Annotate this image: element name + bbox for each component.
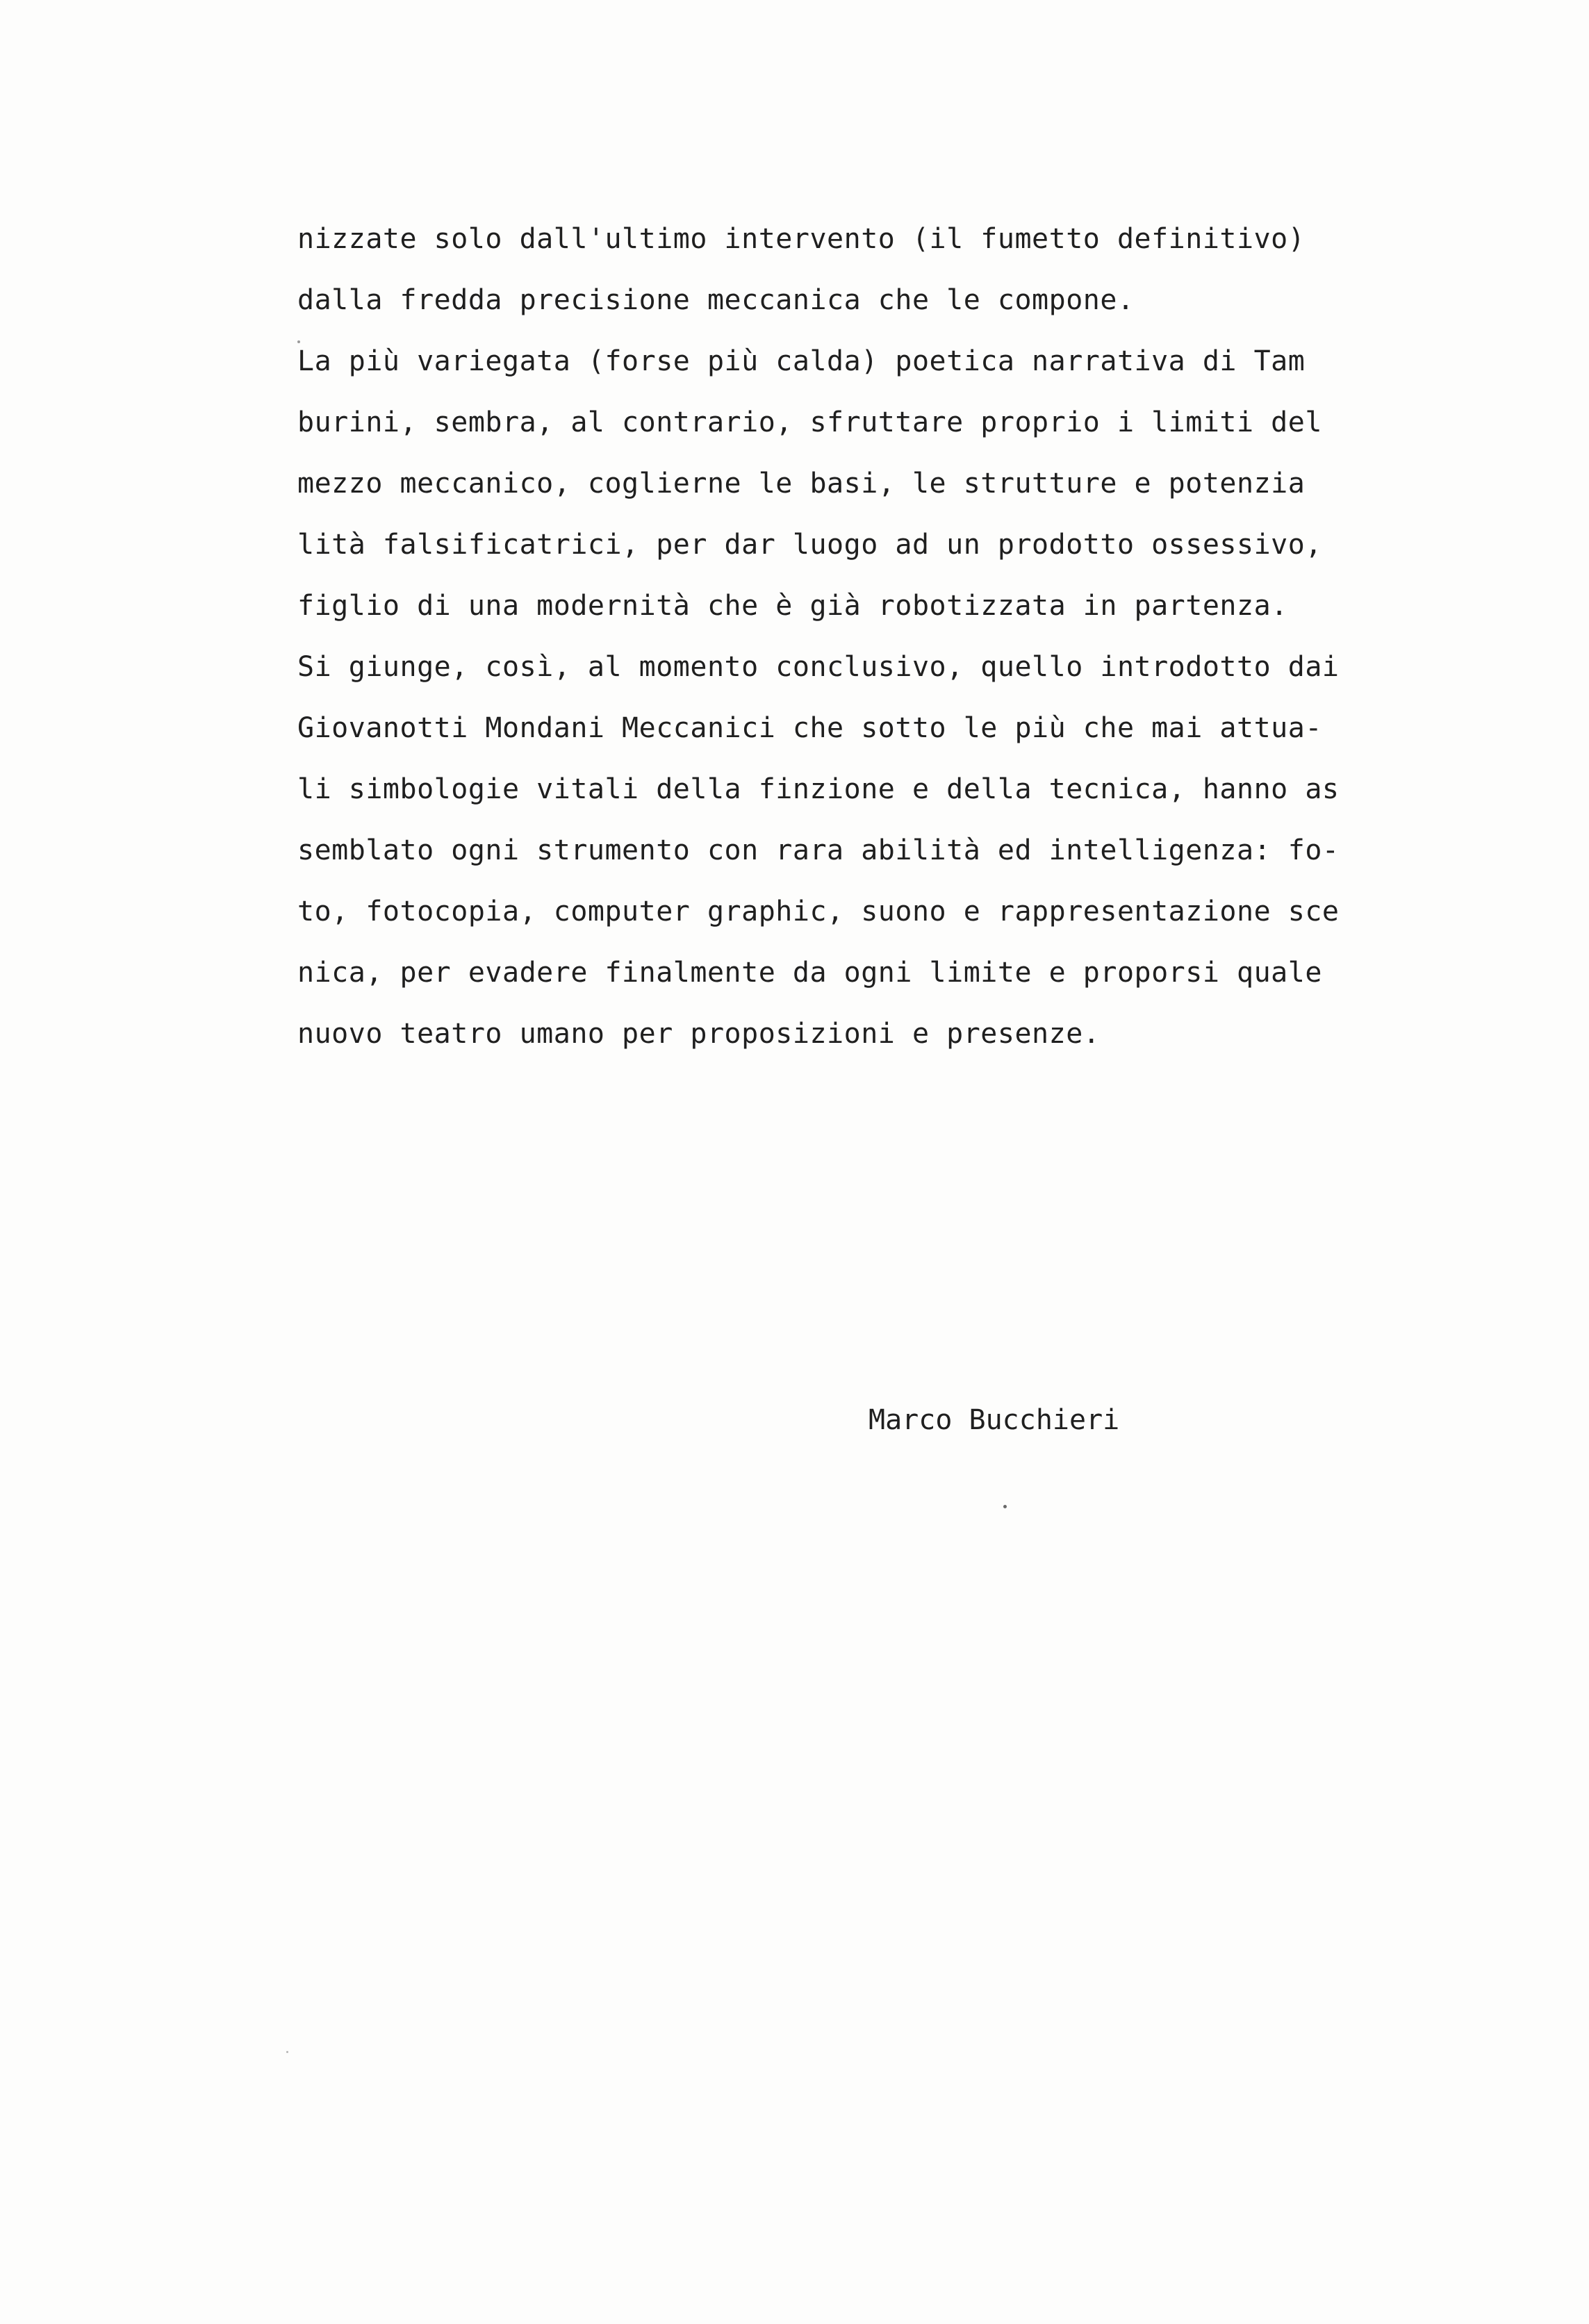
text-line: nuovo teatro umano per proposizioni e presenze. (297, 1018, 1101, 1050)
body-text (297, 208, 1479, 1064)
paper-speck (297, 340, 300, 343)
text-line: La più variegata (forse più calda) poetica narrativa di Tam (297, 345, 1306, 377)
text-line: burini, sembra, al contrario, sfruttare proprio i limiti del (297, 406, 1322, 438)
text-line: figlio di una modernità che è già robotizzata in partenza. (297, 590, 1288, 622)
text-line: mezzo meccanico, coglierne le basi, le strutture e potenzia (297, 468, 1306, 500)
text-line: li simbologie vitali della finzione e della tecnica, hanno as (297, 773, 1340, 805)
text-line: nizzate solo dall'ultimo intervento (il fumetto definitivo) (297, 223, 1306, 255)
paper-speck (286, 2051, 288, 2053)
signature: Marco Bucchieri (868, 1404, 1120, 1436)
text-line: Si giunge, così, al momento conclusivo, quello introdotto dai (297, 651, 1340, 683)
text-line: dalla fredda precisione meccanica che le compone. (297, 284, 1135, 316)
text-line: Giovanotti Mondani Meccanici che sotto le più che mai attua- (297, 712, 1322, 744)
paper-speck (1003, 1505, 1007, 1508)
text-line: nica, per evadere finalmente da ogni limite e proporsi quale (297, 957, 1322, 989)
text-line: lità falsificatrici, per dar luogo ad un prodotto ossessivo, (297, 529, 1322, 561)
text-line: semblato ogni strumento con rara abilità ed intelligenza: fo- (297, 834, 1340, 866)
text-line: to, fotocopia, computer graphic, suono e rappresentazione sce (297, 896, 1340, 928)
